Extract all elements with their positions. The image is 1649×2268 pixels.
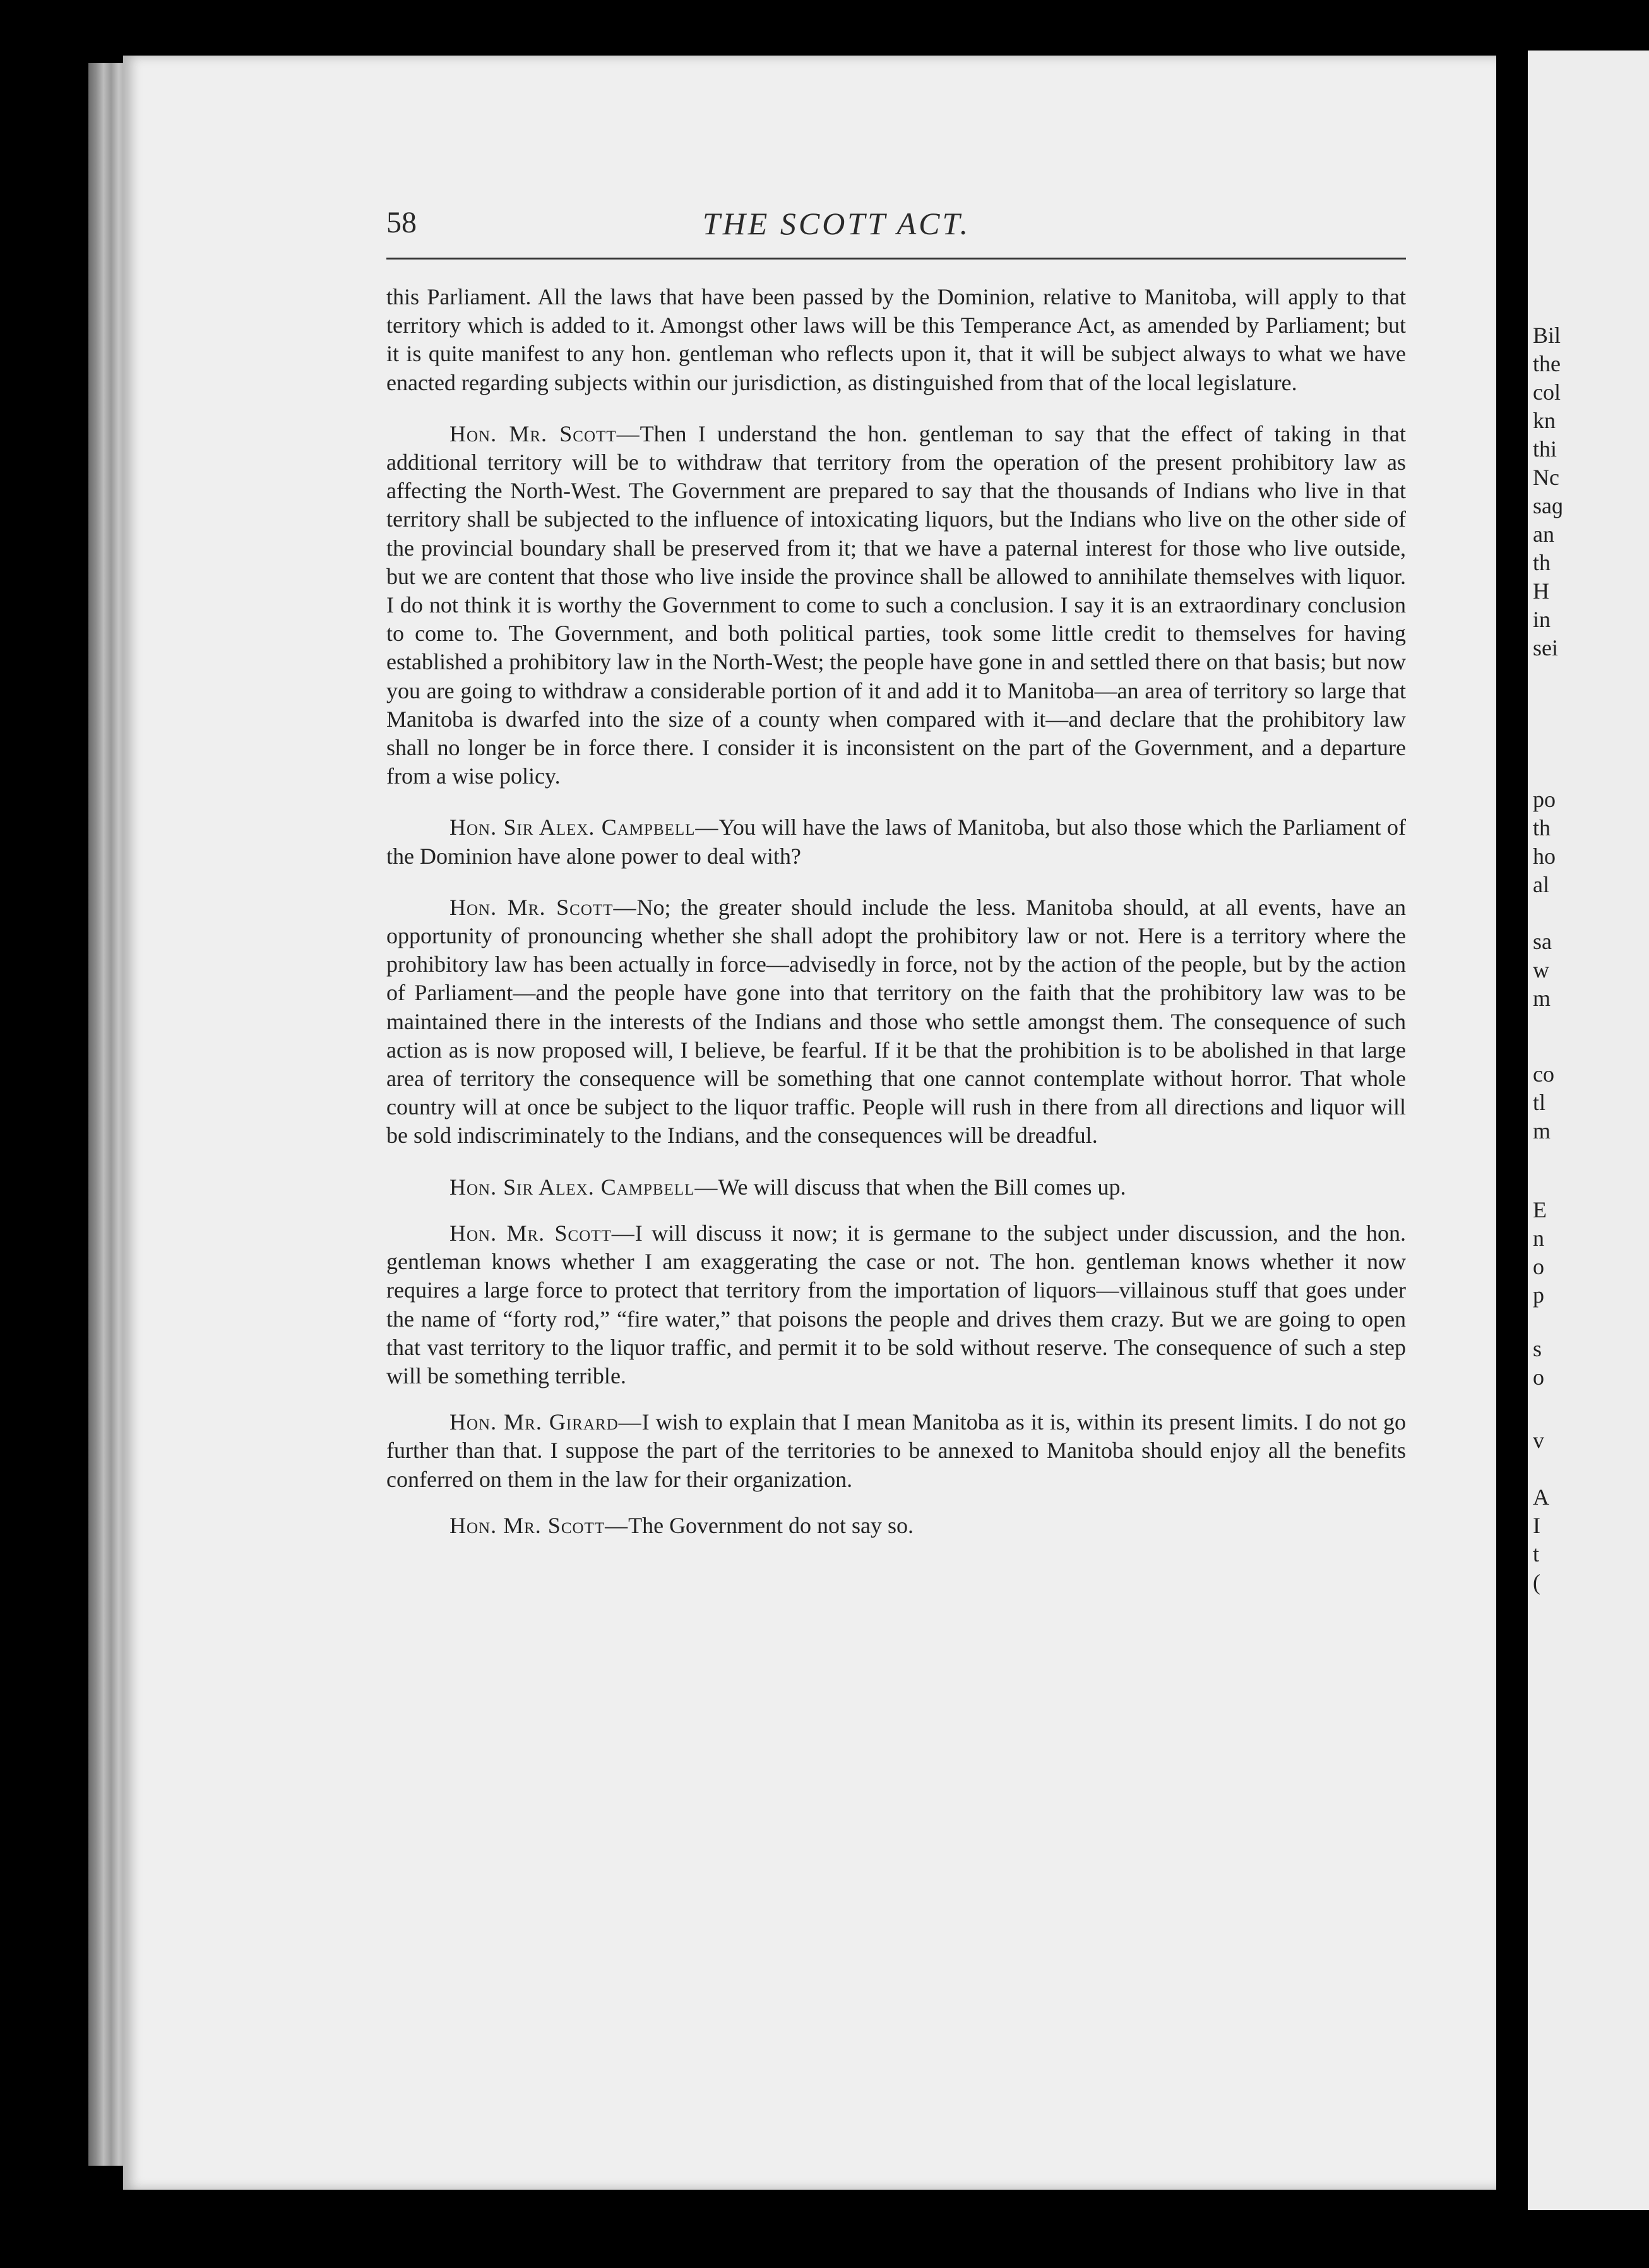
running-title: THE SCOTT ACT. [702,206,971,241]
facing-fragment: m [1533,986,1551,1011]
facing-fragment: m [1533,1118,1551,1143]
paragraph [386,813,1406,870]
facing-fragment: tl [1533,1090,1546,1115]
speaker-name: Hon. Sir Alex. Campbell— [449,1174,718,1200]
facing-fragment: H [1533,578,1549,604]
header-rule [386,258,1406,260]
paragraph-text: We will discuss that when the Bill comes up. [718,1174,1126,1200]
facing-fragment: co [1533,1061,1554,1087]
facing-fragment: t [1533,1541,1540,1567]
facing-fragment: ( [1533,1570,1540,1595]
facing-fragment: thi [1533,436,1557,462]
facing-fragment: kn [1533,408,1556,433]
facing-fragment: o [1533,1364,1544,1390]
book-page-edges [88,63,126,2166]
facing-fragment: o [1533,1254,1544,1279]
facing-fragment: v [1533,1428,1544,1453]
page-body [386,283,1406,1563]
paragraph [386,1173,1406,1202]
facing-fragment: I [1533,1513,1540,1538]
facing-fragment: A [1533,1484,1549,1510]
facing-fragment: col [1533,379,1561,405]
speaker-name: Hon. Mr. Scott— [449,1220,635,1246]
page-header [253,205,1420,243]
facing-fragment: in [1533,607,1551,632]
facing-fragment: the [1533,351,1561,376]
speaker-name: Hon. Mr. Scott— [449,1512,629,1538]
paragraph-text: Then I understand the hon. gentleman to say that the effect of taking in that additional territory will be to withdraw that territory from the operation of the present prohibitory law as affecting the North-West. The Government are prepared to say that the thousands of Indians who live in that territory shall be subjected to the influence of intoxicating liquors, but the Indians who live on the other side of the provincial boundary shall be preserved from it; that we have a paternal interest for those who live outside, but we are content that those who live inside the province shall be allowed to annihilate themselves with liquor. I do not think it is worthy the Government to come to such a conclusion. I say it is an extraordinary conclusion to come to. The Government, and both political parties, took some little credit to themselves for having established a prohibitory law in the North-West; the people have gone in and settled there on that basis; but now you are going to withdraw a considerable portion of it and add it to Manitoba—an area of territory so large that Manitoba is dwarfed into the size of a county when compared with it—and declare that the prohibitory law shall no longer be in force there. I consider it is inconsistent on the part of the Government, and a departure from a wise policy. [386,421,1406,789]
paragraph [386,283,1406,397]
facing-fragment: Nc [1533,465,1559,490]
paragraph-text: I wish to explain that I mean Manitoba as it is, within its present limits. I do not go further than that. I suppose the part of the territories to be annexed to Manitoba should enjoy all the benefits conferred on them in the law for their organization. [386,1409,1406,1492]
facing-fragment: p [1533,1282,1544,1308]
facing-page [1528,51,1649,2210]
paragraph-text: this Parliament. All the laws that have been passed by the Dominion, relative to Manitoba, will apply to that territory which is added to it. Amongst other laws will be this Temperance Act, as amended by Parliament; but it is quite manifest to any hon. gentleman who reflects upon it, that it will be subject always to what we have enacted regarding subjects within our jurisdiction, as distinguished from that of the local legislature. [386,284,1406,395]
paragraph-text: No; the greater should include the less. Manitoba should, at all events, have an opportunity of pronouncing whether she shall adopt the prohibitory law or not. Here is a territory where the prohibitory law has been actually in force—advisedly in force, not by the action of the people, but by the action of Parliament—and the people have gone into that territory on the faith that the prohibitory law was to be maintained there in the interests of the Indians and those who settle amongst them. The consequence of such action as is now proposed will, I believe, be fearful. If it be that the prohibition is to be abolished in that large area of territory the consequence will be something that one cannot contemplate without horror. That whole country will at once be subject to the liquor traffic. People will rush in there from all directions and liquor will be sold indiscriminately to the Indians, and the consequences will be dreadful. [386,894,1406,1149]
paragraph [386,1512,1406,1540]
facing-fragment: ho [1533,844,1556,869]
paragraph [386,420,1406,791]
facing-fragment: po [1533,787,1556,812]
paragraph-text: The Government do not say so. [628,1512,914,1538]
facing-fragment: E [1533,1197,1547,1222]
speaker-name: Hon. Mr. Girard— [449,1409,642,1435]
facing-fragment: th [1533,550,1551,575]
facing-fragment: th [1533,815,1551,840]
speaker-name: Hon. Mr. Scott— [449,421,640,446]
speaker-name: Hon. Mr. Scott— [449,894,637,920]
paragraph [386,893,1406,1150]
paragraph [386,1408,1406,1494]
facing-fragment: s [1533,1336,1542,1361]
speaker-name: Hon. Sir Alex. Campbell— [449,815,719,840]
facing-fragment: n [1533,1226,1544,1251]
facing-fragment: an [1533,522,1554,547]
facing-fragment: al [1533,872,1549,897]
facing-fragment: sei [1533,635,1558,660]
paragraph [386,1219,1406,1390]
paragraph-text: I will discuss it now; it is germane to the subject under discussion, and the hon. gentleman knows whether I am exaggerating the case or not. The hon. gentleman knows whether it now requires a large force to protect that territory from the importation of liquors—villainous stuff that goes under the name of “forty rod,” “fire water,” that poisons the people and drives them crazy. But we are going to open that vast territory to the liquor traffic, and permit it to be sold without reserve. The consequence of such a step will be something terrible. [386,1220,1406,1388]
facing-fragment: Bil [1533,323,1561,348]
page-number: 58 [386,206,417,239]
facing-fragment: sa [1533,929,1552,954]
paragraph-text: You will have the laws of Manitoba, but also those which the Parliament of the Dominion have alone power to deal with? [386,815,1406,869]
facing-fragment: saɡ [1533,493,1563,518]
facing-fragment: w [1533,957,1549,982]
